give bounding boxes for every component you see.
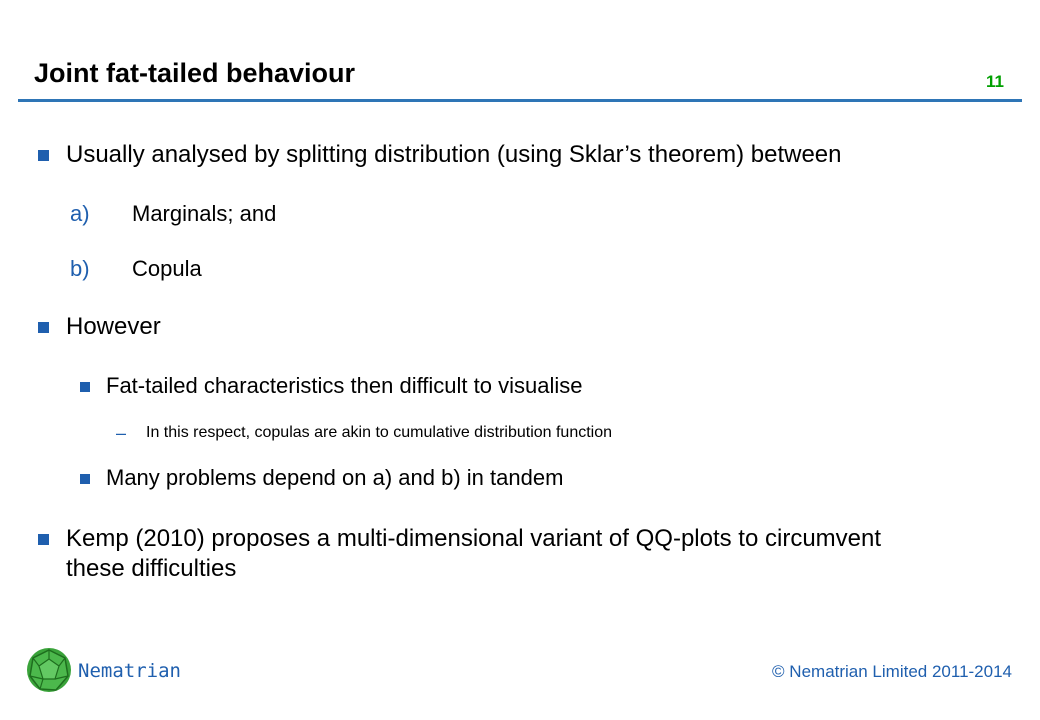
- bullet-text: Usually analysed by splitting distribution (using Sklar’s theorem) between: [66, 141, 842, 168]
- square-bullet-icon: [80, 382, 90, 392]
- bullet-text: Kemp (2010) proposes a multi-dimensional variant of QQ-plots to circumvent: [66, 525, 882, 552]
- list-item: Copula: [132, 256, 202, 281]
- list-marker: b): [70, 256, 90, 281]
- footer-brand: Nematrian: [78, 660, 181, 682]
- square-bullet-icon: [80, 474, 90, 484]
- title-divider: [18, 99, 1022, 102]
- sub-bullet-text: Many problems depend on a) and b) in tandem: [106, 465, 564, 490]
- bullet-text: However: [66, 313, 161, 340]
- list-item: Marginals; and: [132, 201, 277, 226]
- list-marker: a): [70, 201, 90, 226]
- bullet-text-continued: these difficulties: [66, 555, 237, 582]
- square-bullet-icon: [38, 534, 49, 545]
- note-text: In this respect, copulas are akin to cumulative distribution function: [146, 424, 613, 441]
- slide-title: Joint fat-tailed behaviour: [34, 58, 356, 88]
- dash-icon: –: [116, 423, 127, 443]
- square-bullet-icon: [38, 322, 49, 333]
- footer-copyright: © Nematrian Limited 2011-2014: [772, 662, 1012, 681]
- square-bullet-icon: [38, 150, 49, 161]
- slide-number: 11: [986, 72, 1004, 91]
- sub-bullet-text: Fat-tailed characteristics then difficult to visualise: [106, 373, 583, 398]
- green-polyhedron-icon: [24, 645, 74, 695]
